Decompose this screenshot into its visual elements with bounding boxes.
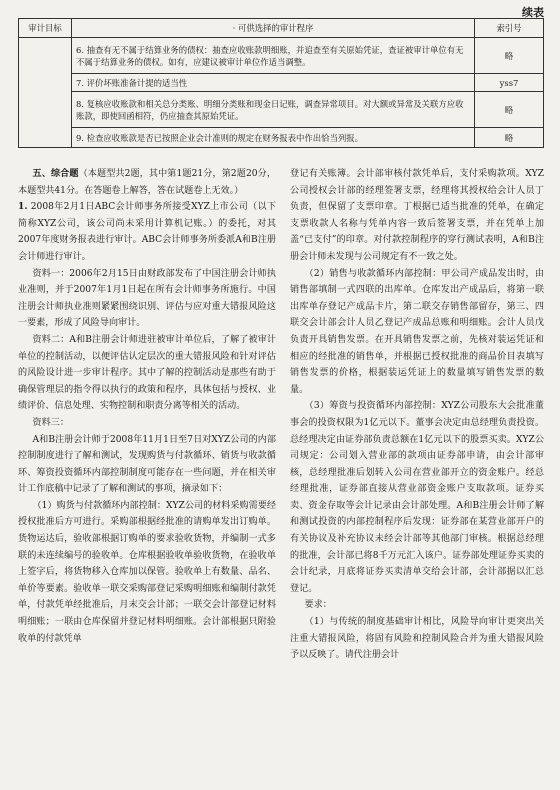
question-number: 1. — [18, 201, 28, 213]
material-2: 资料二：A和B注册会计师进驻被审计单位后，了解了被审计单位的控制活动，以便评估认定层次的重大错报风险和针对评估的风险设计进一步审计程序。其中了解的控制活动是那些有助于确保管理层的指令得以执行的政策和程序，具体包括与授权、业绩评价、信息处理、实物控制和职责分离等相关的活动。 — [18, 334, 276, 412]
section-heading-paragraph — [18, 166, 276, 199]
header-goal: 审计目标 — [19, 19, 72, 38]
question-1-intro — [18, 199, 276, 265]
item-2-sales: （2）销售与收款循环内部控制：甲公司产成品发出时，由销售部填制一式四联的出库单。仓库发出产成品后，将第一联出库单存登记产成品卡片，第二联交存销售部留存，第三、四联交会计部会计人员乙登记产成品总账和明细账。会计人员戊负责开具销售发票。在开具销售发票之前，先核对装运凭证和相应的经批准的销售单，并根据已授权批准的商品价目表填写销售发票的价格，根据装运凭证上的数量填写销售发票的数量。 — [290, 268, 544, 395]
table-row — [19, 38, 544, 74]
question-1-text: 2008年2月1日ABC会计师事务所接受XYZ上市公司（以下简称XYZ公司，该公司尚未采用计算机记账。）的委托，对其2007年度财务报表进行审计。ABC会计师事务所委派A和B注册会计师进行审计。 — [18, 202, 276, 262]
ref-cell: 略 — [475, 128, 544, 148]
item-3-investment: （3）筹资与投资循环内部控制：XYZ公司股东大会批准董事会的投资权限为1亿元以下。董事会决定由总经理负责投资。总经理决定由证券部负责总额在1亿元以下的股票买卖。XYZ公司规定：公司划入营业部的款项由证券部申请，由会计部审核，总经理批准后划转入公司在营业部开立的资金账户。经总经理批准，证券部直接从营业部资金账户支取款项。证券买卖、资金存取等会计记录由会计部处理。A和B注册会计师了解和测试投资的内部控制程序后发现：证券部在某营业部开户的有关协议及补充协议未经会计部等其他部门审核。根据总经理的批准，会计部已将8千万元汇入该户。证券部处理证券买卖的会计纪录，月底将证券买卖清单交给会计部，会计部据以汇总登记。 — [290, 401, 544, 594]
material-1: 资料一：2006年2月15日由财政部发布了中国注册会计师执业准则，并于2007年1月1日起在所有会计师事务所施行。中国注册会计师执业准则紧紧围绕识别、评估与应对重大错报风险这一要素，形成了风险导向审计。 — [18, 268, 276, 329]
goal-marker: · — [232, 23, 236, 33]
procedure-cell: 8. 复核应收账款和相关总分类账、明细分类账和现金日记账，调查异常项目。对大额或异常及关联方应收账款，即使回函相符，仍应抽查其原始凭证。 — [72, 92, 475, 128]
material-3: A和B注册会计师于2008年11月1日至7日对XYZ公司的内部控制制度进行了解和测试，发现购货与付款循环、销货与收款循环、筹资投资循环内部控制制度可能存在一些问题，并在相关审计工作底稿中记录了了解和测试的事项，摘录如下： — [18, 434, 276, 495]
table-row — [19, 74, 544, 92]
header-ref: 索引号 — [475, 19, 544, 38]
table-row — [19, 92, 544, 128]
table-header-row — [19, 19, 544, 38]
ref-cell: yss7 — [475, 74, 544, 92]
material-3-label: 资料三： — [32, 417, 69, 428]
ref-cell: 略 — [475, 38, 544, 74]
procedure-cell: 9. 检查应收账款是否已按照企业会计准则的规定在财务报表中作出恰当列报。 — [72, 128, 475, 148]
item-1-continued: 登记有关账簿。会计部审核付款凭单后，支付采购款项。XYZ公司授权会计部的经理签署支票，经理将其授权给会计人员丁负责，但保留了支票印章。丁根据已适当批准的凭单，在确定支票收款人名称与凭单内容一致后签署支票，并在凭单上加盖“已支付”的印章。对付款控制程序的穿行测试表明，A和B注册会计师未发现与公司规定有不一致之处。 — [290, 169, 544, 262]
right-column — [290, 166, 544, 664]
procedure-cell: 6. 抽查有无不属于结算业务的债权：抽查应收账款明细账，并追查至有关原始凭证，查证被审计单位有无不属于结算业务的债权。如有，应建议被审计单位作适当调整。 — [72, 38, 475, 74]
left-column — [18, 166, 276, 647]
ref-cell: 略 — [475, 92, 544, 128]
requirement-1: （1）与传统的制度基础审计相比，风险导向审计更突出关注重大错报风险，将固有风险和控制风险合并为重大错报风险予以反映了。请代注册会计 — [290, 617, 544, 661]
continued-label: 续表 — [522, 6, 544, 19]
audit-procedure-table — [18, 18, 544, 148]
section-description: （本题型共2题，其中第1题21分，第2题20分，本题型共41分。在答题卷上解答，答在试题卷上无效。） — [18, 169, 276, 196]
procedure-cell: 7. 评价坏账准备计提的适当性 — [72, 74, 475, 92]
item-1-purchasing: （1）购货与付款循环内部控制：XYZ公司的材料采购需要经授权批准后方可进行。采购部根据经批准的请购单发出订购单。货物运达后，验收部根据订购单的要求验收货物，并编制一式多联的未连续编号的验收单。仓库根据验收单验收货物，在验收单上签字后，将货物移入仓库加以保管。验收单上有数量、品名、单价等要素。验收单一联交采购部登记采购明细账和编制付款凭单，付款凭单经批准后，月末交会计部；一联交会计部登记材料明细账；一联由仓库保留并登记材料明细账。会计部根据只附验收单的付款凭单 — [18, 500, 276, 644]
header-procedure-label: 可供选择的审计程序 — [237, 23, 314, 33]
requirements-label: 要求： — [304, 600, 332, 611]
section-title: 五、综合题 — [32, 169, 79, 179]
goal-cell — [19, 38, 72, 148]
table-row — [19, 128, 544, 148]
header-procedure — [72, 19, 475, 38]
